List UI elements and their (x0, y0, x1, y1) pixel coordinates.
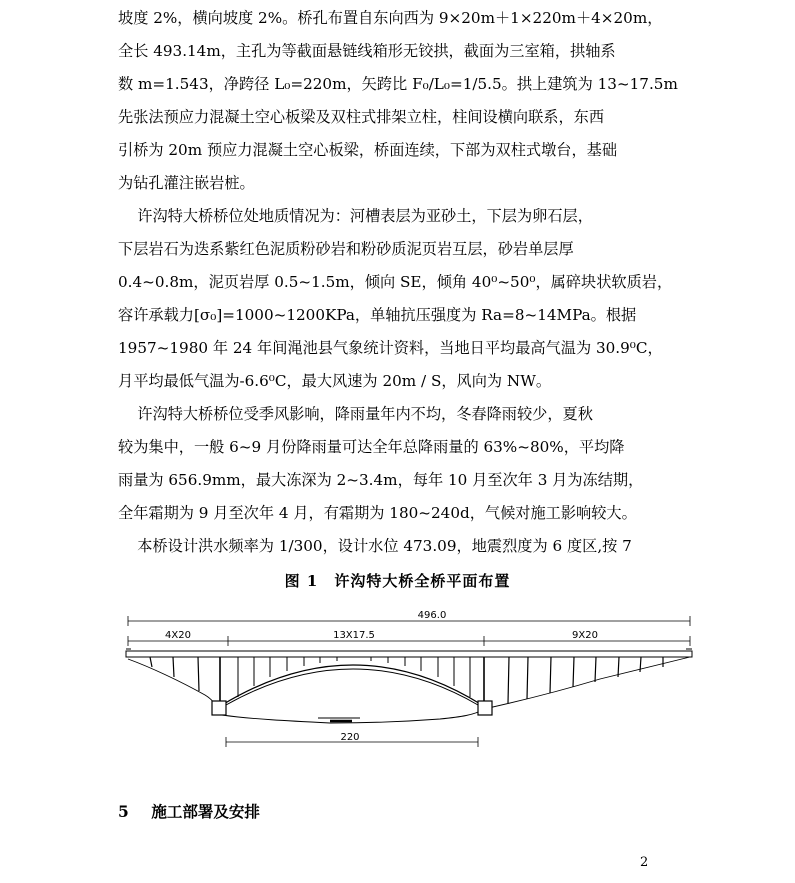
right-approach-piers (508, 657, 663, 703)
right-arch-foundation (478, 701, 492, 715)
text-line: 全年霜期为 9 月至次年 4 月，有霜期为 180~240d，气候对施工影响较大。 (118, 504, 637, 522)
text-line: 坡度 2%，横向坡度 2%。桥孔布置自东向西为 9×20m＋1×220m＋4×20m， (118, 9, 663, 27)
text-line: 雨量为 656.9mm，最大冻深为 2~3.4m，每年 10 月至次年 3 月为冻结期， (118, 471, 644, 489)
dim-left-label: 4X20 (165, 630, 191, 641)
text-line: 0.4~0.8m，泥页岩厚 0.5~1.5m，倾向 SE，倾角 40⁰~50⁰，属碎块状软质岩， (118, 273, 673, 291)
text-line: 先张法预应力混凝土空心板梁及双柱式排架立柱，柱间设横向联系，东西 (118, 108, 604, 126)
section-heading (118, 800, 260, 822)
dim-right-label: 9X20 (572, 630, 598, 641)
text-line: 引桥为 20m 预应力混凝土空心板梁，桥面连续，下部为双柱式墩台，基础 (118, 141, 618, 159)
text-line: 数 m=1.543，净跨径 L₀=220m，矢跨比 F₀/L₀=1/5.5。拱上建筑为 13~17.5m (118, 75, 678, 93)
arch-rib-outer (222, 665, 482, 705)
arch-rib-inner (226, 669, 478, 705)
text-line: 1957~1980 年 24 年间渑池县气象统计资料，当地日平均最高气温为 30.9⁰C， (118, 339, 663, 357)
text-line: 下层岩石为迭系紫红色泥质粉砂岩和粉砂质泥页岩互层，砂岩单层厚 (118, 240, 574, 258)
text-line: 为钻孔灌注嵌岩桩。 (118, 174, 255, 192)
figure-caption: 图 1 许沟特大桥全桥平面布置 (284, 572, 511, 590)
text-line: 本桥设计洪水频率为 1/300，设计水位 473.09，地震烈度为 6 度区,按 7 (118, 537, 632, 555)
text-line: 全长 493.14m，主孔为等截面悬链线箱形无铰拱，截面为三室箱，拱轴系 (118, 42, 616, 60)
section-number: 5 (118, 802, 129, 821)
text-line: 月平均最低气温为-6.6⁰C，最大风速为 20m / S，风向为 NW。 (118, 372, 552, 390)
left-arch-foundation (212, 701, 226, 715)
arch-spandrel-columns (238, 657, 470, 697)
text-line: 许沟特大桥桥位处地质情况为：河槽表层为亚砂土，下层为卵石层， (118, 207, 593, 225)
dim-middle-label: 13X17.5 (333, 630, 375, 641)
text-line: 较为集中，一般 6~9 月份降雨量可达全年总降雨量的 63%~80%，平均降 (118, 438, 625, 456)
text-line: 容许承载力[σ₀]=1000~1200KPa，单轴抗压强度为 Ra=8~14MPa。根据 (118, 306, 637, 324)
left-approach-piers (150, 657, 199, 691)
text-line: 许沟特大桥桥位受季风影响，降雨量年内不均，冬春降雨较少，夏秋 (118, 405, 593, 423)
bridge-elevation-drawing (0, 605, 795, 755)
dim-span-label: 220 (340, 732, 360, 743)
dim-total-label: 496.0 (417, 610, 447, 621)
page-number: 2 (640, 855, 649, 870)
section-title: 施工部署及安排 (151, 802, 260, 821)
